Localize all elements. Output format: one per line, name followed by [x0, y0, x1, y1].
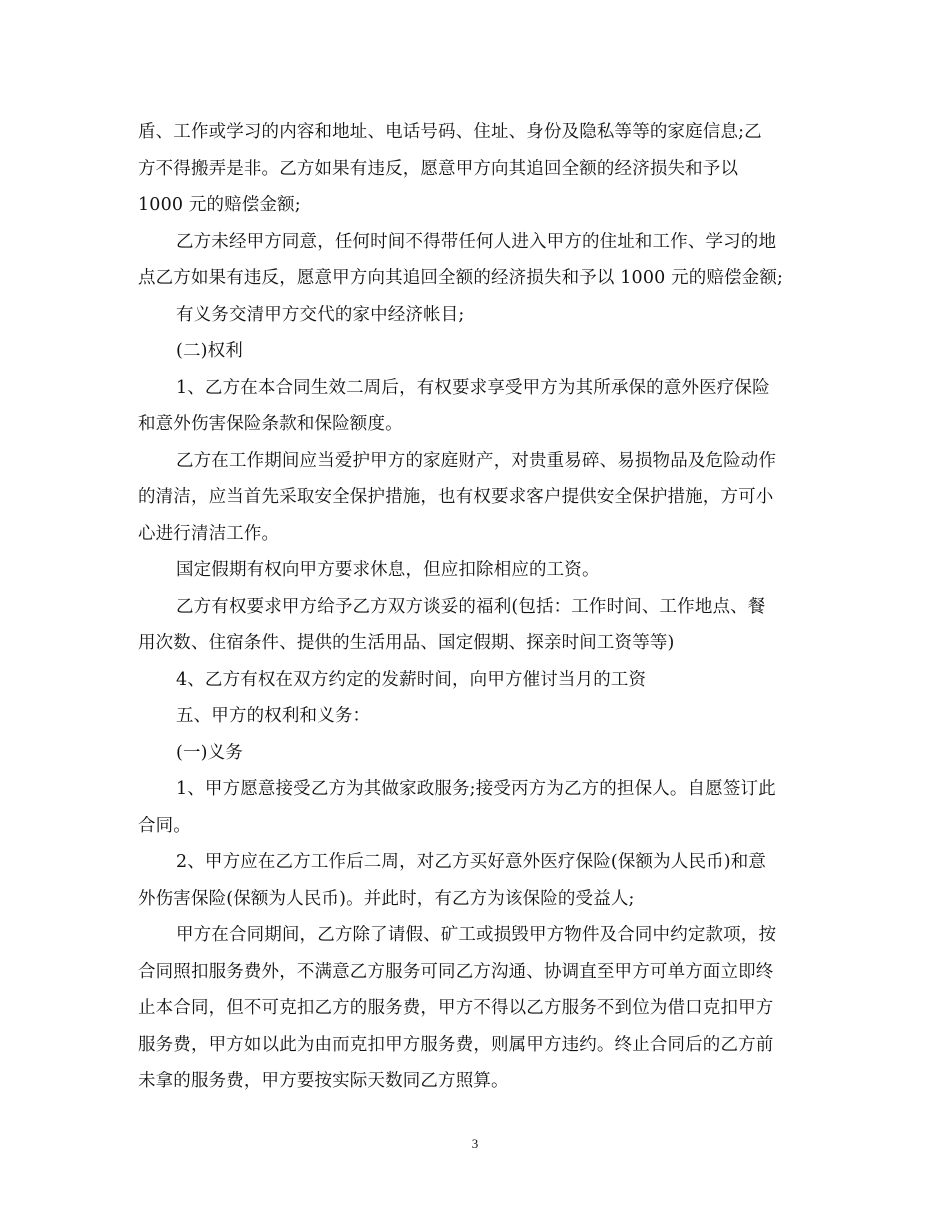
text-line: 合同照扣服务费外，不满意乙方服务可同乙方沟通、协调直至甲方可单方面立即终 — [138, 961, 774, 982]
text-line: 乙方未经甲方同意，任何时间不得带任何人进入甲方的住址和工作、学习的地 — [176, 231, 777, 252]
text-line: 方不得搬弄是非。乙方如果有违反，愿意甲方向其追回全额的经济损失和予以 — [138, 158, 739, 179]
text-line: 心进行清洁工作。 — [138, 523, 280, 544]
text-line: 乙方在工作期间应当爱护甲方的家庭财产，对贵重易碎、易损物品及危险动作 — [176, 450, 777, 471]
document-body — [138, 114, 816, 1100]
text-line: 1000 元的赔偿金额; — [138, 195, 301, 215]
page-number: 3 — [471, 1136, 479, 1151]
text-line: 乙方有权要求甲方给予乙方双方谈妥的福利(包括：工作时间、工作地点、餐 — [176, 596, 766, 617]
text-line: 国定假期有权向甲方要求休息，但应扣除相应的工资。 — [176, 560, 600, 580]
text-line: 1、甲方愿意接受乙方为其做家政服务;接受丙方为乙方的担保人。自愿签订此 — [176, 779, 776, 799]
text-line: 止本合同，但不可克扣乙方的服务费，甲方不得以乙方服务不到位为借口克扣甲方 — [138, 998, 774, 1018]
text-line: 五、甲方的权利和义务： — [176, 706, 371, 726]
text-line: 合同。 — [138, 815, 191, 836]
text-line: 盾、工作或学习的内容和地址、电话号码、住址、身份及隐私等等的家庭信息;乙 — [138, 122, 762, 142]
text-line: 服务费，甲方如以此为由而克扣甲方服务费，则属甲方违约。终止合同后的乙方前 — [138, 1034, 774, 1055]
text-line: (二)权利 — [176, 341, 243, 361]
text-line: 用次数、住宿条件、提供的生活用品、国定假期、探亲时间工资等等) — [138, 633, 675, 653]
text-line: 和意外伤害保险条款和保险额度。 — [138, 414, 403, 434]
text-line: 外伤害保险(保额为人民币)。并此时，有乙方为该保险的受益人; — [138, 888, 635, 909]
text-line: 2、甲方应在乙方工作后二周，对乙方买好意外医疗保险(保额为人民币)和意 — [176, 852, 767, 872]
text-line: 甲方在合同期间，乙方除了请假、矿工或损毁甲方物件及合同中约定款项，按 — [176, 925, 777, 945]
text-line: 未拿的服务费，甲方要按实际天数同乙方照算。 — [138, 1071, 509, 1091]
text-line: 的清洁，应当首先采取安全保护措施，也有权要求客户提供安全保护措施，方可小 — [138, 487, 774, 507]
text-line: (一)义务 — [176, 742, 243, 763]
text-line: 有义务交清甲方交代的家中经济帐目; — [176, 304, 465, 325]
text-line: 4、乙方有权在双方约定的发薪时间，向甲方催讨当月的工资 — [176, 669, 647, 690]
text-line: 1、乙方在本合同生效二周后，有权要求享受甲方为其所承保的意外医疗保险 — [176, 377, 770, 398]
text-line: 点乙方如果有违反，愿意甲方向其追回全额的经济损失和予以 1000 元的赔偿金额; — [138, 268, 784, 288]
